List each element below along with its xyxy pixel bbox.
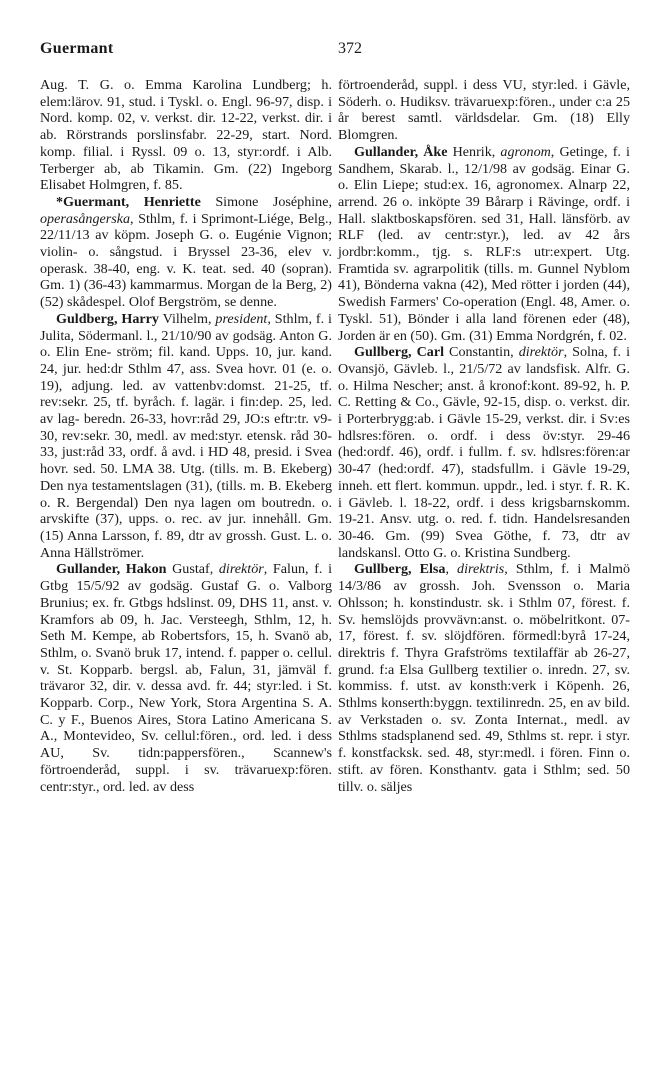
entry-text: , Sthlm, f. i Malmö 14/3/86 av grossh. Joh. Svensson o. Maria Ohlsson; h. konstindustr. sk. i Sthlm 07, förest. f. Sv. hemslöjds provvävn:anst. o. möbelritkont. 07-17, förest. f. sv. slöjdfören. förmedl:byrå 17-24, direktris f. Thyra Grafströms textilaffär ab 26-27, grund. f:a Elsa Gullberg textilier o. inredn. 27, sv. kommiss. f. utst. av konsth:verk i Köpenh. 26, Sthlms konserth:byggn. textilinredn. 25, en av bild. av Verkstaden o. sv. Zonta Internat., medl. av Sthlms stadsplanend sed. 49, Sthlms st. repr. i styr. f. konstfacksk. sed. 48, styr:medl. i fören. Finn o. stift. av fören. Konsthantv. gata i Sthlm; sed. 50 tillv. o. säljes xyxy=(338,561,630,795)
entry-name: Gullberg, Elsa xyxy=(354,561,446,578)
biography-entry xyxy=(338,561,630,795)
biography-entry xyxy=(40,311,332,562)
biography-entry xyxy=(40,561,332,795)
page-header xyxy=(40,40,630,64)
biography-entry xyxy=(338,144,630,344)
biography-entry xyxy=(40,194,332,311)
entry-given-names: Gustaf, xyxy=(166,561,219,578)
entry-name: Gullander, Åke xyxy=(354,143,448,160)
entry-text: , Getinge, f. i Sandhem, Skarab. l., 12/1/98 av godsäg. Einar G. o. Elin Liepe; stud:ex. 16, agronomex. Alnarp 22, arrend. 26 o. inköpte 39 Bårarp i Rävinge, ordf. i Hall. slaktboskapsfören. sed 31, Hall. länsförb. av RLF (led. av centr:styr.), led. av 42 års jordbr:komm., tjg. s. RLF:s utr:expert. Utg. Framtida sv. agrarpolitik (tills. m. Gunnel Nyblom 41), Bönderna vakna (42), Med rötter i jorden (44), Swedish Farmers' Co-operation (Engl. 48, Amer. o. Tyskl. 51), Bönder i alla land förenen eder (48), Jorden är en (50). Gm. (31) Emma Nordgrén, f. 02. xyxy=(338,143,630,344)
entry-text: , Sthlm, f. i Sprimont-Liége, Belg., 22/11/13 av köpm. Joseph G. o. Eugénie Vignon; violin- o. sångstud. i Bryssel 23-36, elev v. operask. 38-40, eng. v. K. teat. sed. 40 (sopran). Gm. 1) (36-43) kammarmus. Morgan de la Berg, 2) (52) skådespel. Olof Bergström, se denne. xyxy=(40,210,332,311)
entry-continuation: Aug. T. G. o. Emma Karolina Lundberg; h. elem:lärov. 91, stud. i Tyskl. o. Engl. 96-97, disp. i Nord. komp. 02, v. verkst. dir. 12-22, verkst. dir. i ab. Rörstrands porslinsfabr. 22-29, start. Nord. komp. filial. i Ryssl. 09 o. 13, styr:ordf. i Alb. Terberger ab, ab Tikamin. Gm. (22) Ingeborg Elisabet Holmgren, f. 85. xyxy=(40,77,332,194)
entry-given-names: , xyxy=(445,561,458,578)
entry-given-names: Henrik, xyxy=(447,143,501,160)
entry-title: direktör xyxy=(218,561,264,578)
entry-title: president xyxy=(215,310,268,327)
entry-title: agronom xyxy=(500,143,551,160)
entry-given-names: Simone Joséphine, xyxy=(200,193,332,210)
right-column xyxy=(338,77,630,795)
entry-name: Gullberg, Carl xyxy=(354,344,444,361)
page-number: 372 xyxy=(338,40,362,57)
entry-continuation: förtroenderåd, suppl. i dess VU, styr:led. i Gävle, Söderh. o. Hudiksv. trävaruexp:fören., under c:a 25 år berest samtl. världsdelar. Gm. (18) Elly Blomgren. xyxy=(338,77,630,144)
entry-given-names: Vilhelm, xyxy=(158,310,216,327)
left-column xyxy=(40,77,332,795)
entry-name: Gullander, Hakon xyxy=(56,561,167,578)
entry-title: direktör xyxy=(518,344,564,361)
entry-text: , Sthlm, f. i Julita, Södermanl. l., 21/10/90 av godsäg. Anton G. o. Elin Ene- ström; fil. kand. Upps. 10, jur. kand. 24, jur. hed:dr Sthlm 47, ass. Svea hovr. 01 (e. o. 19), adjung. led. av vattenbv:domst. 21-25, tf. rev:sekr. 25, tf. byråch. f. lagär. i fin:dep. 25, led. av lag- beredn. 26-33, hovr:råd 29, JO:s eftr:tr. v9-30, rev:sekr. 30, medl. av med:styr. etensk. råd 30-33, just:råd 33, ordf. å avd. i HD 48, presid. i Svea hovr. sed. 50. LMA 38. Utg. (tills. m. B. Ekeberg) Den nya testamentslagen (31), (tills. m. B. Ekeberg o. R. Bergendal) Den nya lagen om boutredn. o. arvskifte (37), upps. o. rec. av jur. innehåll. Gm. (15) Anna Larsson, f. 89, dtr av grossh. Gust. L. o. Anna Hällströmer. xyxy=(40,310,332,561)
entry-title: direktris xyxy=(457,561,505,578)
entry-name: *Guermant, Henriette xyxy=(56,193,201,210)
entry-name: Guldberg, Harry xyxy=(56,310,159,327)
entry-title: operasångerska xyxy=(40,210,131,227)
running-headword: Guermant xyxy=(40,40,114,57)
biography-entry xyxy=(338,344,630,561)
entry-given-names: Constantin, xyxy=(444,344,519,361)
entry-text: , Solna, f. i Ovansjö, Gävleb. l., 21/5/72 av landsfisk. Alfr. G. o. Hilma Nescher; anst. å kronof:kont. 89-92, h. P. C. Retting & Co., Gävle, 92-15, disp. o. verkst. dir. i Porterbrygg:ab. i Gävle 15-29, verkst. dir. i Sv:es hdlsres:fören. o. ordf. i dess öv:styr. 29-46 (hed:ordf. 46), ordf. i fullm. f. sv. hdlsres:fören:ar 30-47 (hed:ordf. 47), stadsfullm. i Gävle 19-29, inneh. ett flert. kommun. uppdr., led. i styr. f. R. K. i Gävleb. l. 18-22, ordf. i dess krigsbarnskomm. 19-21. Ansv. utg. o. red. f. tidn. Handelsresanden 30-46. Gm. (99) Svea Göthe, f. 73, dtr av landskansl. Otto G. o. Kristina Sundberg. xyxy=(338,344,630,561)
entry-text: , Falun, f. i Gtbg 15/5/92 av godsäg. Gustaf G. o. Valborg Brunius; ex. fr. Gtbgs hdslinst. 09, DHS 11, anst. v. Kramfors ab 09, h. Jac. Versteegh, Sthlm, 12, h. Seth M. Kempe, ab Robertsfors, 15, h. Svanö ab, Sthlm, o. Svanö bruk 17, intend. f. papper o. cellul. v. St. Kopparb. bergsl. ab, Falun, 31, jämväl f. trävaror 32, dir. v. dessa avd. fr. 44; styr:led. i St. Kopparb. Corp., New York, Stora Argentina S. A. C. y F., Buenos Aires, Stora Latino Americana S. A., Montevideo, Sv. cellul:fören., ord. led. i dess AU, Sv. tidn:pappersfören., Scannew's förtroenderåd, suppl. i sv. trävaruexp:fören. centr:styr., ord. led. av dess xyxy=(40,561,332,795)
